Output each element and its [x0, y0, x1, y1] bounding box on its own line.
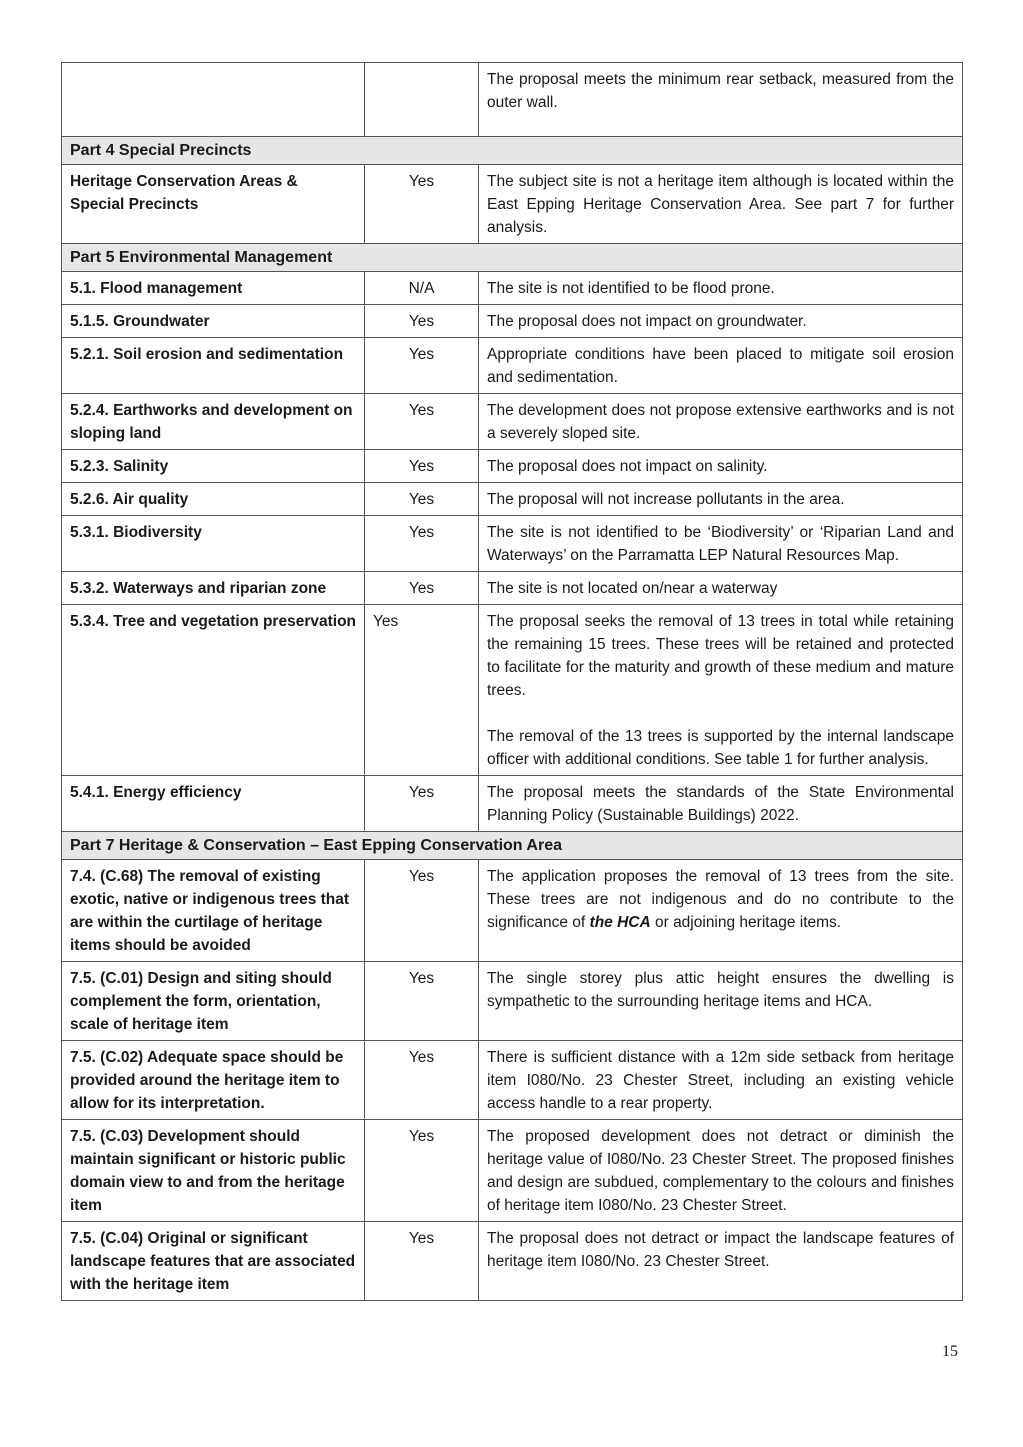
section-header: [62, 244, 963, 272]
comment-cell: The proposal meets the minimum rear setback, measured from the outer wall.: [479, 63, 963, 137]
complies-cell: Yes: [365, 338, 479, 394]
complies-cell: Yes: [365, 483, 479, 516]
compliance-table: [61, 62, 963, 1301]
comment-cell: The proposal does not impact on salinity.: [479, 450, 963, 483]
control-cell: 5.3.1. Biodiversity: [62, 516, 365, 572]
comment-paragraph: The removal of the 13 trees is supported by the internal landscape officer with additional conditions. See table 1 for further analysis.: [487, 728, 954, 768]
table-row: [62, 63, 963, 137]
comment-cell: The proposal does not detract or impact the landscape features of heritage item I080/No. 23 Chester Street.: [479, 1222, 963, 1301]
complies-cell: Yes: [365, 1120, 479, 1222]
control-cell: 5.2.6. Air quality: [62, 483, 365, 516]
section-title: Part 4 Special Precincts: [62, 137, 963, 165]
comment-text: or adjoining heritage items.: [650, 914, 842, 931]
control-cell: 5.2.1. Soil erosion and sedimentation: [62, 338, 365, 394]
table-row: [62, 450, 963, 483]
comment-cell: The proposed development does not detract or diminish the heritage value of I080/No. 23 Chester Street. The proposed finishes and design are subdued, complementary to the colours and finishes of heritage item I080/No. 23 Chester Street.: [479, 1120, 963, 1222]
control-cell: 7.5. (C.01) Design and siting should complement the form, orientation, scale of heritage item: [62, 962, 365, 1041]
control-cell: 7.5. (C.02) Adequate space should be provided around the heritage item to allow for its interpretation.: [62, 1041, 365, 1120]
table-row: [62, 483, 963, 516]
comment-cell: There is sufficient distance with a 12m side setback from heritage item I080/No. 23 Chester Street, including an existing vehicle access handle to a rear property.: [479, 1041, 963, 1120]
comment-cell: [479, 605, 963, 776]
complies-cell: Yes: [365, 305, 479, 338]
table-row: [62, 516, 963, 572]
complies-cell: Yes: [365, 394, 479, 450]
table-row: [62, 572, 963, 605]
table-row: [62, 1041, 963, 1120]
table-row: [62, 272, 963, 305]
comment-cell: The proposal meets the standards of the State Environmental Planning Policy (Sustainable Buildings) 2022.: [479, 776, 963, 832]
comment-cell: The proposal will not increase pollutants in the area.: [479, 483, 963, 516]
table-row: [62, 860, 963, 962]
comment-paragraph: The proposal seeks the removal of 13 trees in total while retaining the remaining 15 trees. These trees will be retained and protected to facilitate for the maturity and growth of these medium and mature trees.: [487, 613, 954, 699]
section-title: Part 5 Environmental Management: [62, 244, 963, 272]
complies-cell: Yes: [365, 165, 479, 244]
complies-cell: N/A: [365, 272, 479, 305]
comment-text: The application proposes the removal of 13 trees from the site. These trees are not indigenous and do no contribute to the significance of: [487, 868, 954, 931]
control-cell: 5.1.5. Groundwater: [62, 305, 365, 338]
comment-cell: Appropriate conditions have been placed to mitigate soil erosion and sedimentation.: [479, 338, 963, 394]
table-row: [62, 338, 963, 394]
control-cell: 5.3.4. Tree and vegetation preservation: [62, 605, 365, 776]
section-title: Part 7 Heritage & Conservation – East Epping Conservation Area: [62, 832, 963, 860]
table-row: [62, 394, 963, 450]
comment-cell: The proposal does not impact on groundwater.: [479, 305, 963, 338]
complies-cell: Yes: [365, 1222, 479, 1301]
control-cell: 5.1. Flood management: [62, 272, 365, 305]
section-header: [62, 137, 963, 165]
control-cell: [62, 63, 365, 137]
table-row: [62, 1222, 963, 1301]
table-row: [62, 962, 963, 1041]
complies-cell: Yes: [365, 516, 479, 572]
control-cell: 5.2.4. Earthworks and development on sloping land: [62, 394, 365, 450]
complies-cell: Yes: [365, 1041, 479, 1120]
page-number: 15: [942, 1343, 958, 1360]
complies-cell: Yes: [365, 860, 479, 962]
complies-cell: Yes: [365, 776, 479, 832]
comment-cell: The site is not identified to be flood prone.: [479, 272, 963, 305]
complies-cell: Yes: [365, 605, 479, 776]
control-cell: 5.4.1. Energy efficiency: [62, 776, 365, 832]
control-cell: 5.3.2. Waterways and riparian zone: [62, 572, 365, 605]
comment-cell: The site is not identified to be ‘Biodiversity’ or ‘Riparian Land and Waterways’ on the Parramatta LEP Natural Resources Map.: [479, 516, 963, 572]
comment-cell: The single storey plus attic height ensures the dwelling is sympathetic to the surrounding heritage items and HCA.: [479, 962, 963, 1041]
table-row: [62, 305, 963, 338]
comment-cell: The site is not located on/near a waterway: [479, 572, 963, 605]
control-cell: 5.2.3. Salinity: [62, 450, 365, 483]
control-cell: 7.4. (C.68) The removal of existing exotic, native or indigenous trees that are within the curtilage of heritage items should be avoided: [62, 860, 365, 962]
table-row: [62, 165, 963, 244]
comment-emphasis: the HCA: [589, 914, 651, 931]
comment-cell: [479, 860, 963, 962]
comment-cell: The subject site is not a heritage item although is located within the East Epping Heritage Conservation Area. See part 7 for further analysis.: [479, 165, 963, 244]
comment-cell: The development does not propose extensive earthworks and is not a severely sloped site.: [479, 394, 963, 450]
table-row: [62, 605, 963, 776]
control-cell: 7.5. (C.03) Development should maintain significant or historic public domain view to and from the heritage item: [62, 1120, 365, 1222]
table-row: [62, 776, 963, 832]
complies-cell: Yes: [365, 572, 479, 605]
control-cell: 7.5. (C.04) Original or significant landscape features that are associated with the heritage item: [62, 1222, 365, 1301]
complies-cell: [365, 63, 479, 137]
control-cell: Heritage Conservation Areas & Special Precincts: [62, 165, 365, 244]
table-row: [62, 1120, 963, 1222]
complies-cell: Yes: [365, 962, 479, 1041]
complies-cell: Yes: [365, 450, 479, 483]
section-header: [62, 832, 963, 860]
